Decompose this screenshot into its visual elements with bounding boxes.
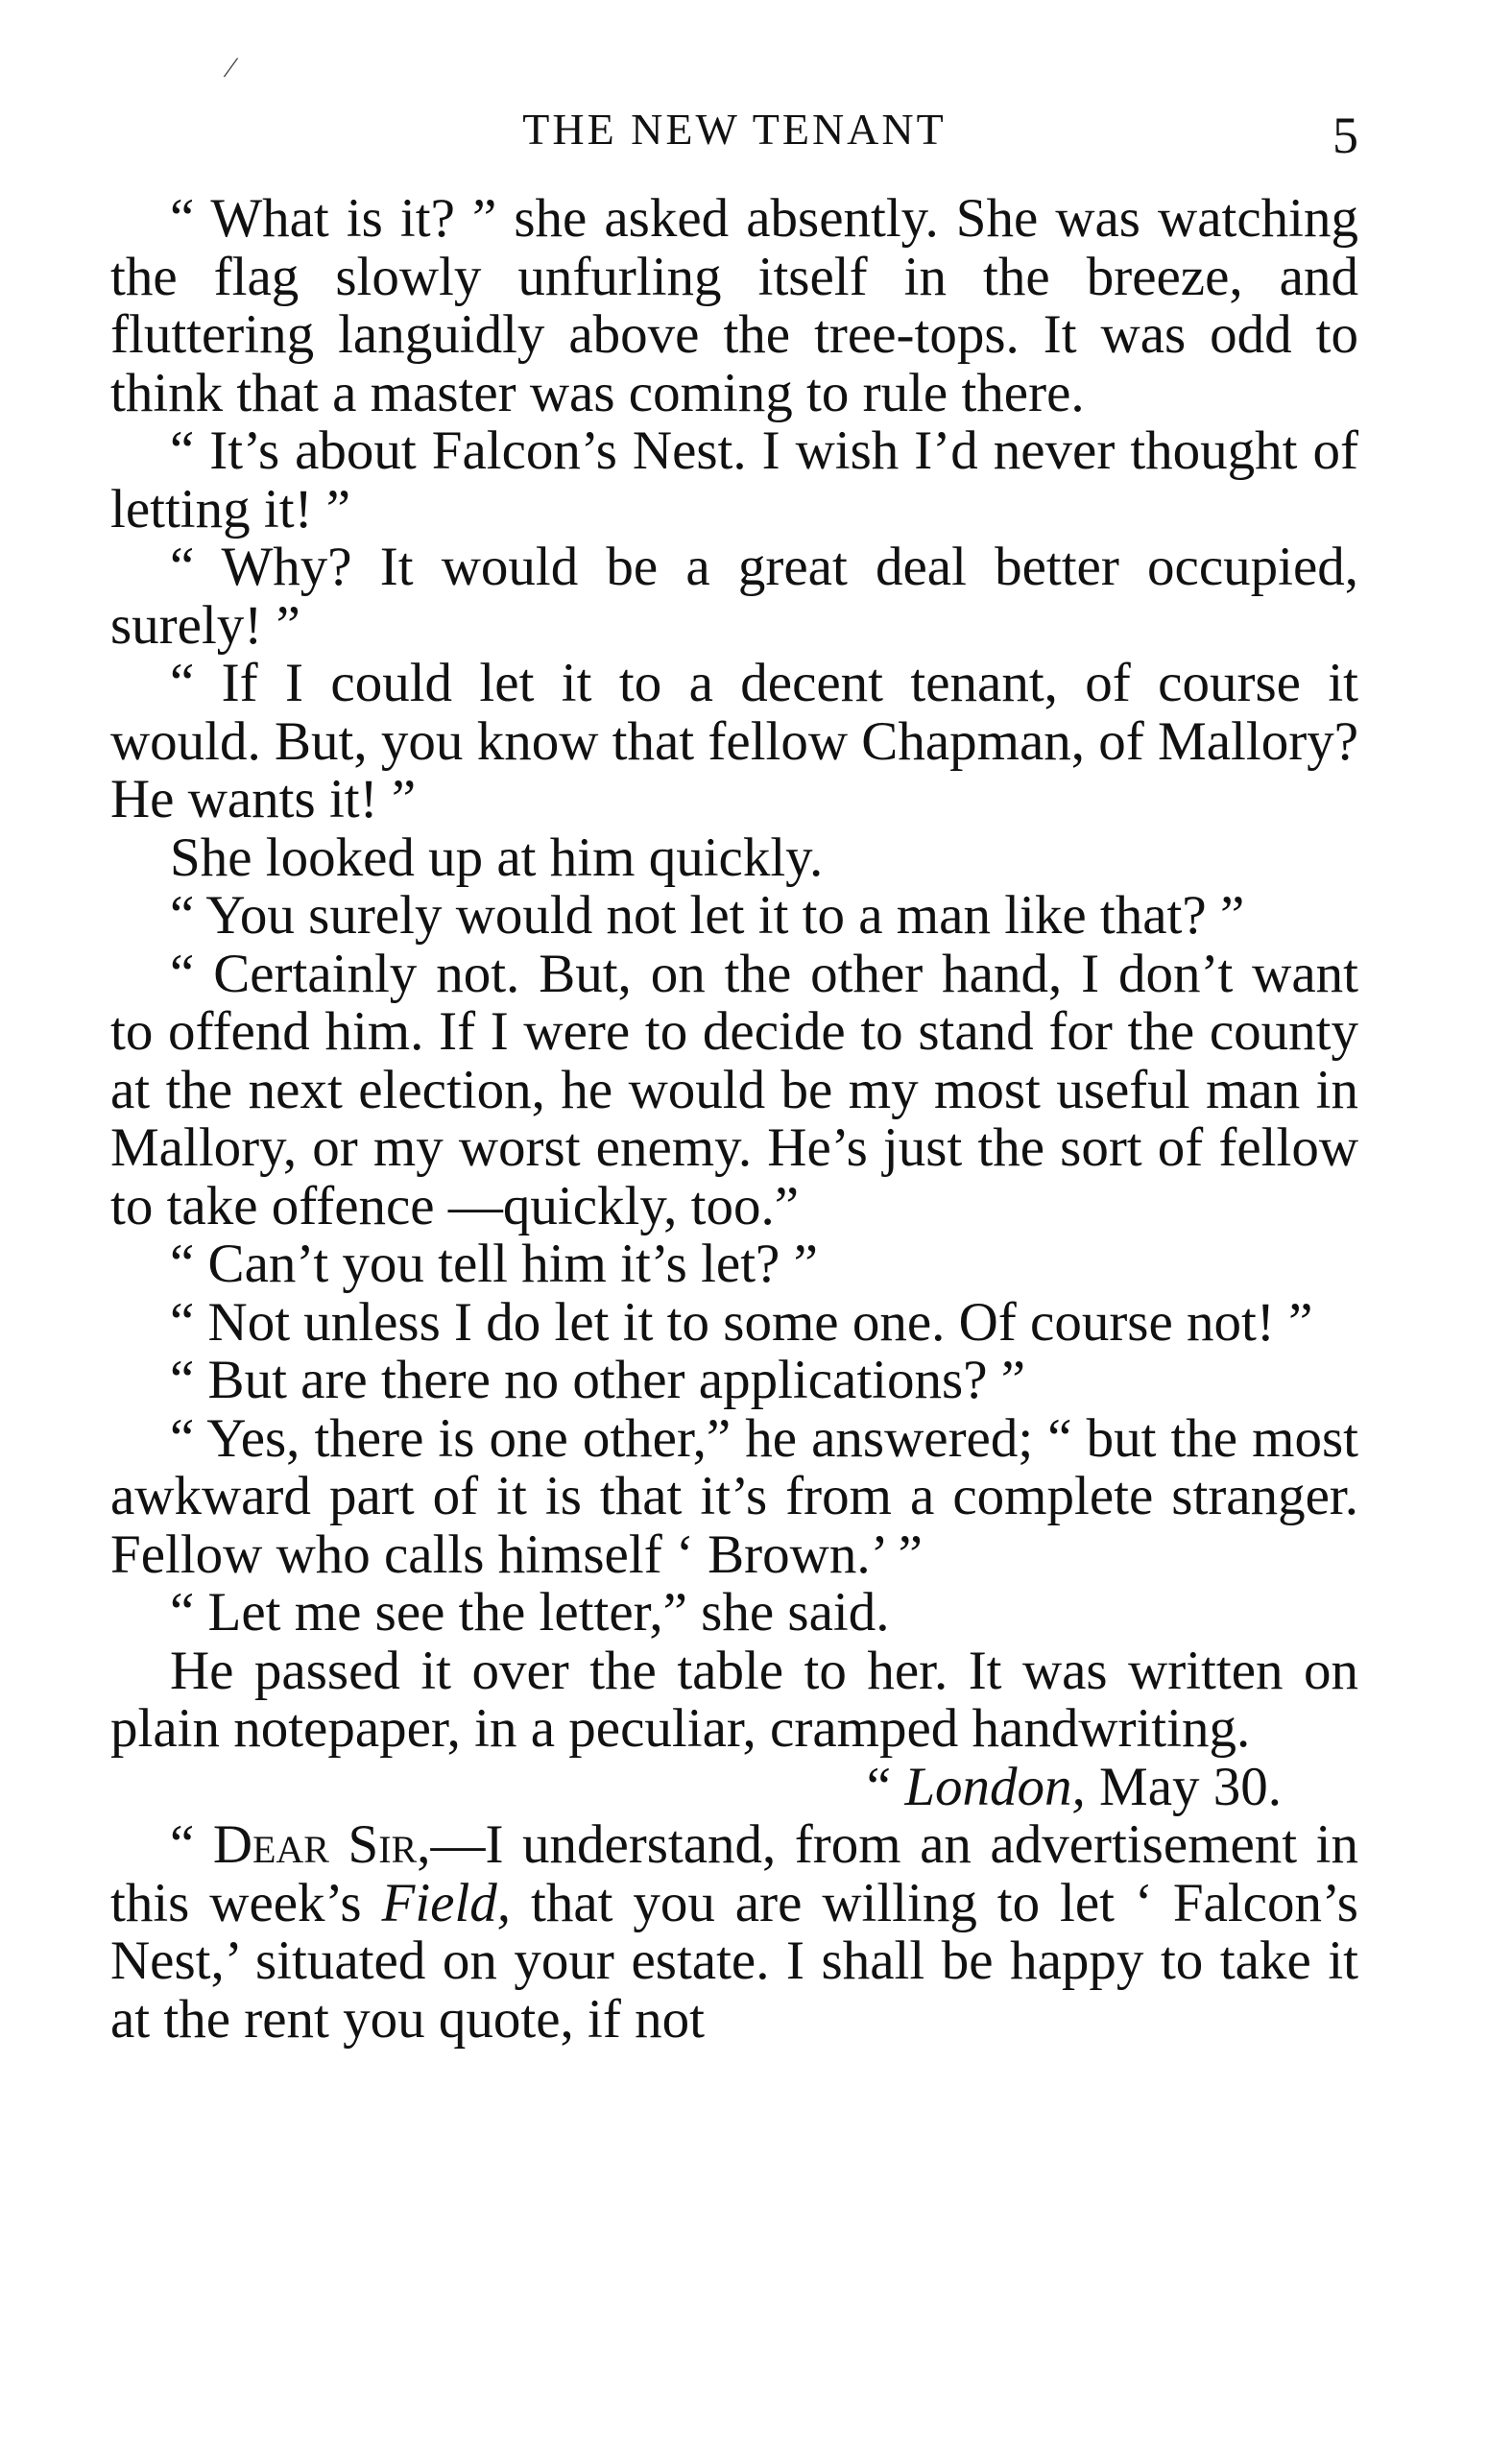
paragraph: “ What is it? ” she asked absently. She was watching the flag slowly unfurling itself in the breeze, and fluttering languidly above the tree-tops. It was odd to think that a master was coming to rule there. (110, 188, 1358, 423)
running-head: THE NEW TENANT (522, 105, 947, 154)
pencil-mark: ⁄ (228, 52, 234, 84)
page-number: 5 (1332, 107, 1358, 164)
letter-open-quote: “ (170, 1814, 213, 1875)
letter-publication: Field, (381, 1872, 512, 1933)
paragraph: “ It’s about Falcon’s Nest. I wish I’d never thought of letting it! ” (110, 420, 1358, 540)
letter-paragraph (110, 1816, 1358, 2049)
paragraph: “ Let me see the letter,” she said. (170, 1582, 890, 1643)
body-text (110, 190, 1358, 2049)
paragraph: “ Can’t you tell him it’s let? ” (170, 1234, 818, 1294)
paragraph: She looked up at him quickly. (170, 827, 824, 888)
paragraph: He passed it over the table to her. It was written on plain notepaper, in a peculiar, cramped handwriting. (110, 1640, 1358, 1759)
page-header (110, 104, 1358, 164)
dateline-date: May 30. (1085, 1756, 1282, 1817)
paragraph: “ You surely would not let it to a man like that? ” (170, 885, 1245, 946)
paragraph: “ Yes, there is one other,” he answered; “ but the most awkward part of it is that it’s from a complete stranger. Fellow who calls himself ‘ Brown.’ ” (110, 1407, 1358, 1585)
paragraph: “ Not unless I do let it to some one. Of course not! ” (170, 1291, 1313, 1353)
paragraph: “ Certainly not. But, on the other hand, I don’t want to offend him. If I were to decide to stand for the county at the next election, he would be my most useful man in Mallory, or my worst enemy. He’s just the sort of fellow to take offence —quickly, too.” (110, 943, 1358, 1236)
dateline-place: London, (904, 1756, 1086, 1817)
paragraph: “ But are there no other applications? ” (170, 1350, 1026, 1410)
letter-dateline (110, 1756, 1358, 1817)
paragraph: “ Why? It would be a great deal better occupied, surely! ” (110, 537, 1358, 656)
paragraph: “ If I could let it to a decent tenant, of course it would. But, you know that fellow Chapman, of Mallory? He wants it! ” (110, 653, 1358, 829)
letter-text-1: —I understand, from an advertisement in this week’s (110, 1814, 1358, 1933)
letter-salutation: Dear Sir, (212, 1814, 431, 1875)
letter-text-2: that you are willing to let ‘ Falcon’s Nest,’ situated on your estate. I shall be happy to take it at the rent you quote, if not (110, 1872, 1358, 2050)
dateline-open-quote: “ (866, 1756, 905, 1817)
